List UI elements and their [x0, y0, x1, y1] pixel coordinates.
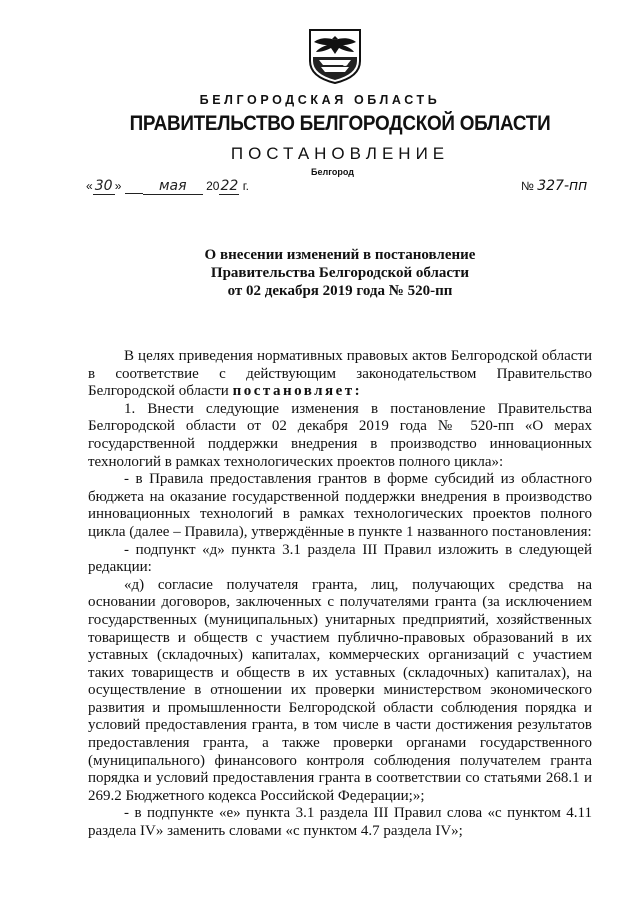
date-month: мая [143, 178, 203, 195]
paragraph-subitem-d: - подпункт «д» пункта 3.1 раздела III Правил изложить в следующей редакции: [88, 541, 592, 576]
number-sign: № [521, 179, 534, 193]
government-name: ПРАВИТЕЛЬСТВО БЕЛГОРОДСКОЙ ОБЛАСТИ [129, 112, 551, 135]
date-open-quote: « [86, 179, 93, 193]
document-body [88, 348, 592, 841]
date-day: 30 [93, 178, 115, 195]
paragraph-new-wording: «д) согласие получателя гранта, лиц, получающих средства на основании договоров, заключенных с получателями гранта (за исключением государственных (муниципальных) унитарных предприятий, хозяйственных товариществ и обществ с участием публично-правовых образований в их уставных (складочных) капиталах, коммерческих организаций с участием таких товариществ и обществ в их уставных (складочных) капиталах), на осуществление в отношении их проверки министерством экономического развития и промышленности Белгородской области соблюдения порядка и условий предоставления гранта, в том числе в части достижения результатов предоставления гранта, а также проверки органами государственного (муниципального) финансового контроля соблюдения получателем гранта порядка и условий предоставления гранта в соответствии со статьями 268.1 и 269.2 Бюджетного кодекса Российской Федерации;»; [88, 576, 592, 804]
document-type: ПОСТАНОВЛЕНИЕ [230, 144, 450, 163]
paragraph-preamble [88, 348, 592, 401]
date-blank [125, 179, 143, 194]
number-value: 327-пп [537, 178, 588, 194]
paragraph-rules: - в Правила предоставления грантов в форме субсидий из областного бюджета на оказание государственной поддержки внедрения в производство инновационных технологий в рамках технологических проектов полного цикла (далее – Правила), утверждённые в пункте 1 названного постановления: [88, 471, 592, 540]
date-suffix: г. [242, 179, 250, 193]
document-date [86, 178, 249, 195]
date-year: 22 [220, 178, 239, 194]
document-title [0, 246, 640, 300]
region-name: БЕЛГОРОДСКАЯ ОБЛАСТЬ [199, 93, 441, 107]
city-name: Белгород [311, 167, 354, 177]
resolves-word: постановляет: [232, 383, 363, 400]
paragraph-item-1: 1. Внести следующие изменения в постановление Правительства Белгородской области от 02 декабря 2019 года № 520-пп «О мерах государственной поддержки внедрения в производство инновационных технологий в рамках технологических проектов полного цикла»: [88, 400, 592, 470]
date-close-quote: » [114, 179, 122, 193]
title-line-2: Правительства Белгородской области [210, 265, 470, 281]
preamble-text: В целях приведения нормативных правовых актов Белгородской области в соответствие с действующим законодательством Правительство Белгородской области [88, 348, 592, 400]
title-line-3: от 02 декабря 2019 года № 520-пп [227, 283, 453, 299]
date-year-prefix: 20 [206, 179, 220, 193]
document-number [521, 178, 587, 194]
belgorod-coat-of-arms-icon [307, 27, 363, 85]
title-line-1: О внесении изменений в постановление [204, 247, 476, 263]
paragraph-subitem-e: - в подпункте «е» пункта 3.1 раздела III Правил слова «с пунктом 4.11 раздела IV» заменить словами «с пунктом 4.7 раздела IV»; [88, 805, 592, 840]
